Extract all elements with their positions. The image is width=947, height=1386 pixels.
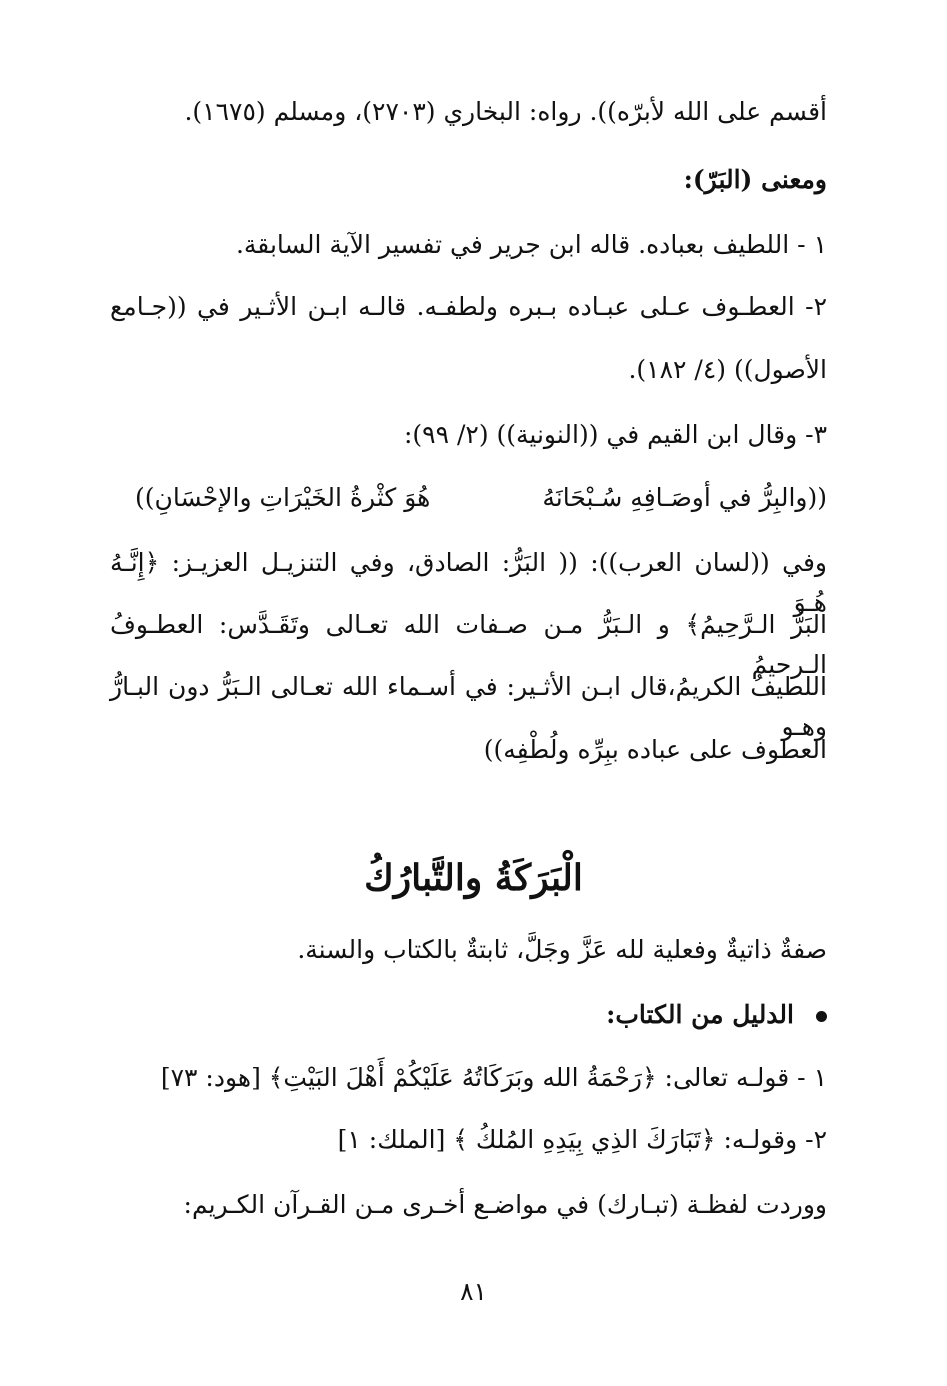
meaning-heading: ومعنى (البَرّ): [683, 165, 827, 194]
text-line-15: ٢- وقولـه: ﴿تَبَارَكَ الذِي بِيَدِهِ المُلكُ ﴾ [الملك: ١] [337, 1125, 827, 1154]
text-line-9: البَرُّ الـرَّحِيمُ﴾ و الـبَرُّ مـن صـفات الله تعـالى وتَقَـدَّس: العطـوفُ الـرحيمُ [110, 610, 827, 679]
text-line-16: ووردت لفظـة (تبـارك) في مواضـع أخـرى مـن القـرآن الكـريم: [183, 1190, 827, 1219]
text-line-14: ١ - قولـه تعالى: ﴿رَحْمَةُ الله وبَرَكَاتُهُ عَلَيْكُمْ أَهْلَ البَيْتِ﴾ [هود: ٧٣] [160, 1063, 827, 1092]
page-number: ٨١ [460, 1277, 487, 1306]
bullet-item [110, 995, 827, 1035]
text-line-5: الأصول)) (٤/ ١٨٢). [628, 355, 827, 384]
text-line-10: اللطيفُ الكريمُ،قال ابـن الأثـير: في أسـماء الله تعـالى الـبَرُّ دون البـارُّ وهـو [110, 672, 827, 741]
text-line-11: العطوف على عباده ببِرِّه ولُطْفِه)) [483, 735, 827, 764]
bullet-icon [816, 1011, 827, 1022]
text-line-4: ٢- العطـوف عـلى عبـاده بـبره ولطفـه. قالـه ابـن الأثـير في ((جـامع [110, 292, 827, 321]
text-line-8: وفي ((لسان العرب)): (( البَرُّ: الصادق، وفي التنزيـل العزيـز: ﴿إِنَّـهُ هُـوَ [110, 548, 827, 617]
text-line-6: ٣- وقال ابن القيم في ((النونية)) (٢/ ٩٩): [403, 420, 827, 449]
verse-second-hemistich: هُوَ كثْرةُ الخَيْرَاتِ والإحْسَانِ)) [135, 483, 431, 512]
verse-first-hemistich: ((والبِرُّ في أوصَـافِهِ سُـبْحَانَهُ [542, 483, 827, 512]
section-heading: الْبَرَكَةُ والتَّبارُكُ [364, 857, 583, 899]
bullet-label: الدليل من الكتاب: [606, 1000, 794, 1029]
text-line-3: ١ - اللطيف بعباده. قاله ابن جرير في تفسير الآية السابقة. [235, 230, 827, 259]
poetry-verse [135, 478, 827, 518]
text-line-1: أقسم على الله لأبرّه)). رواه: البخاري (٢٧٠٣)، ومسلم (١٦٧٥). [184, 97, 827, 126]
text-line-12: صفةٌ ذاتيةٌ وفعلية لله عَزَّ وجَلَّ، ثابتةٌ بالكتاب والسنة. [297, 935, 827, 964]
